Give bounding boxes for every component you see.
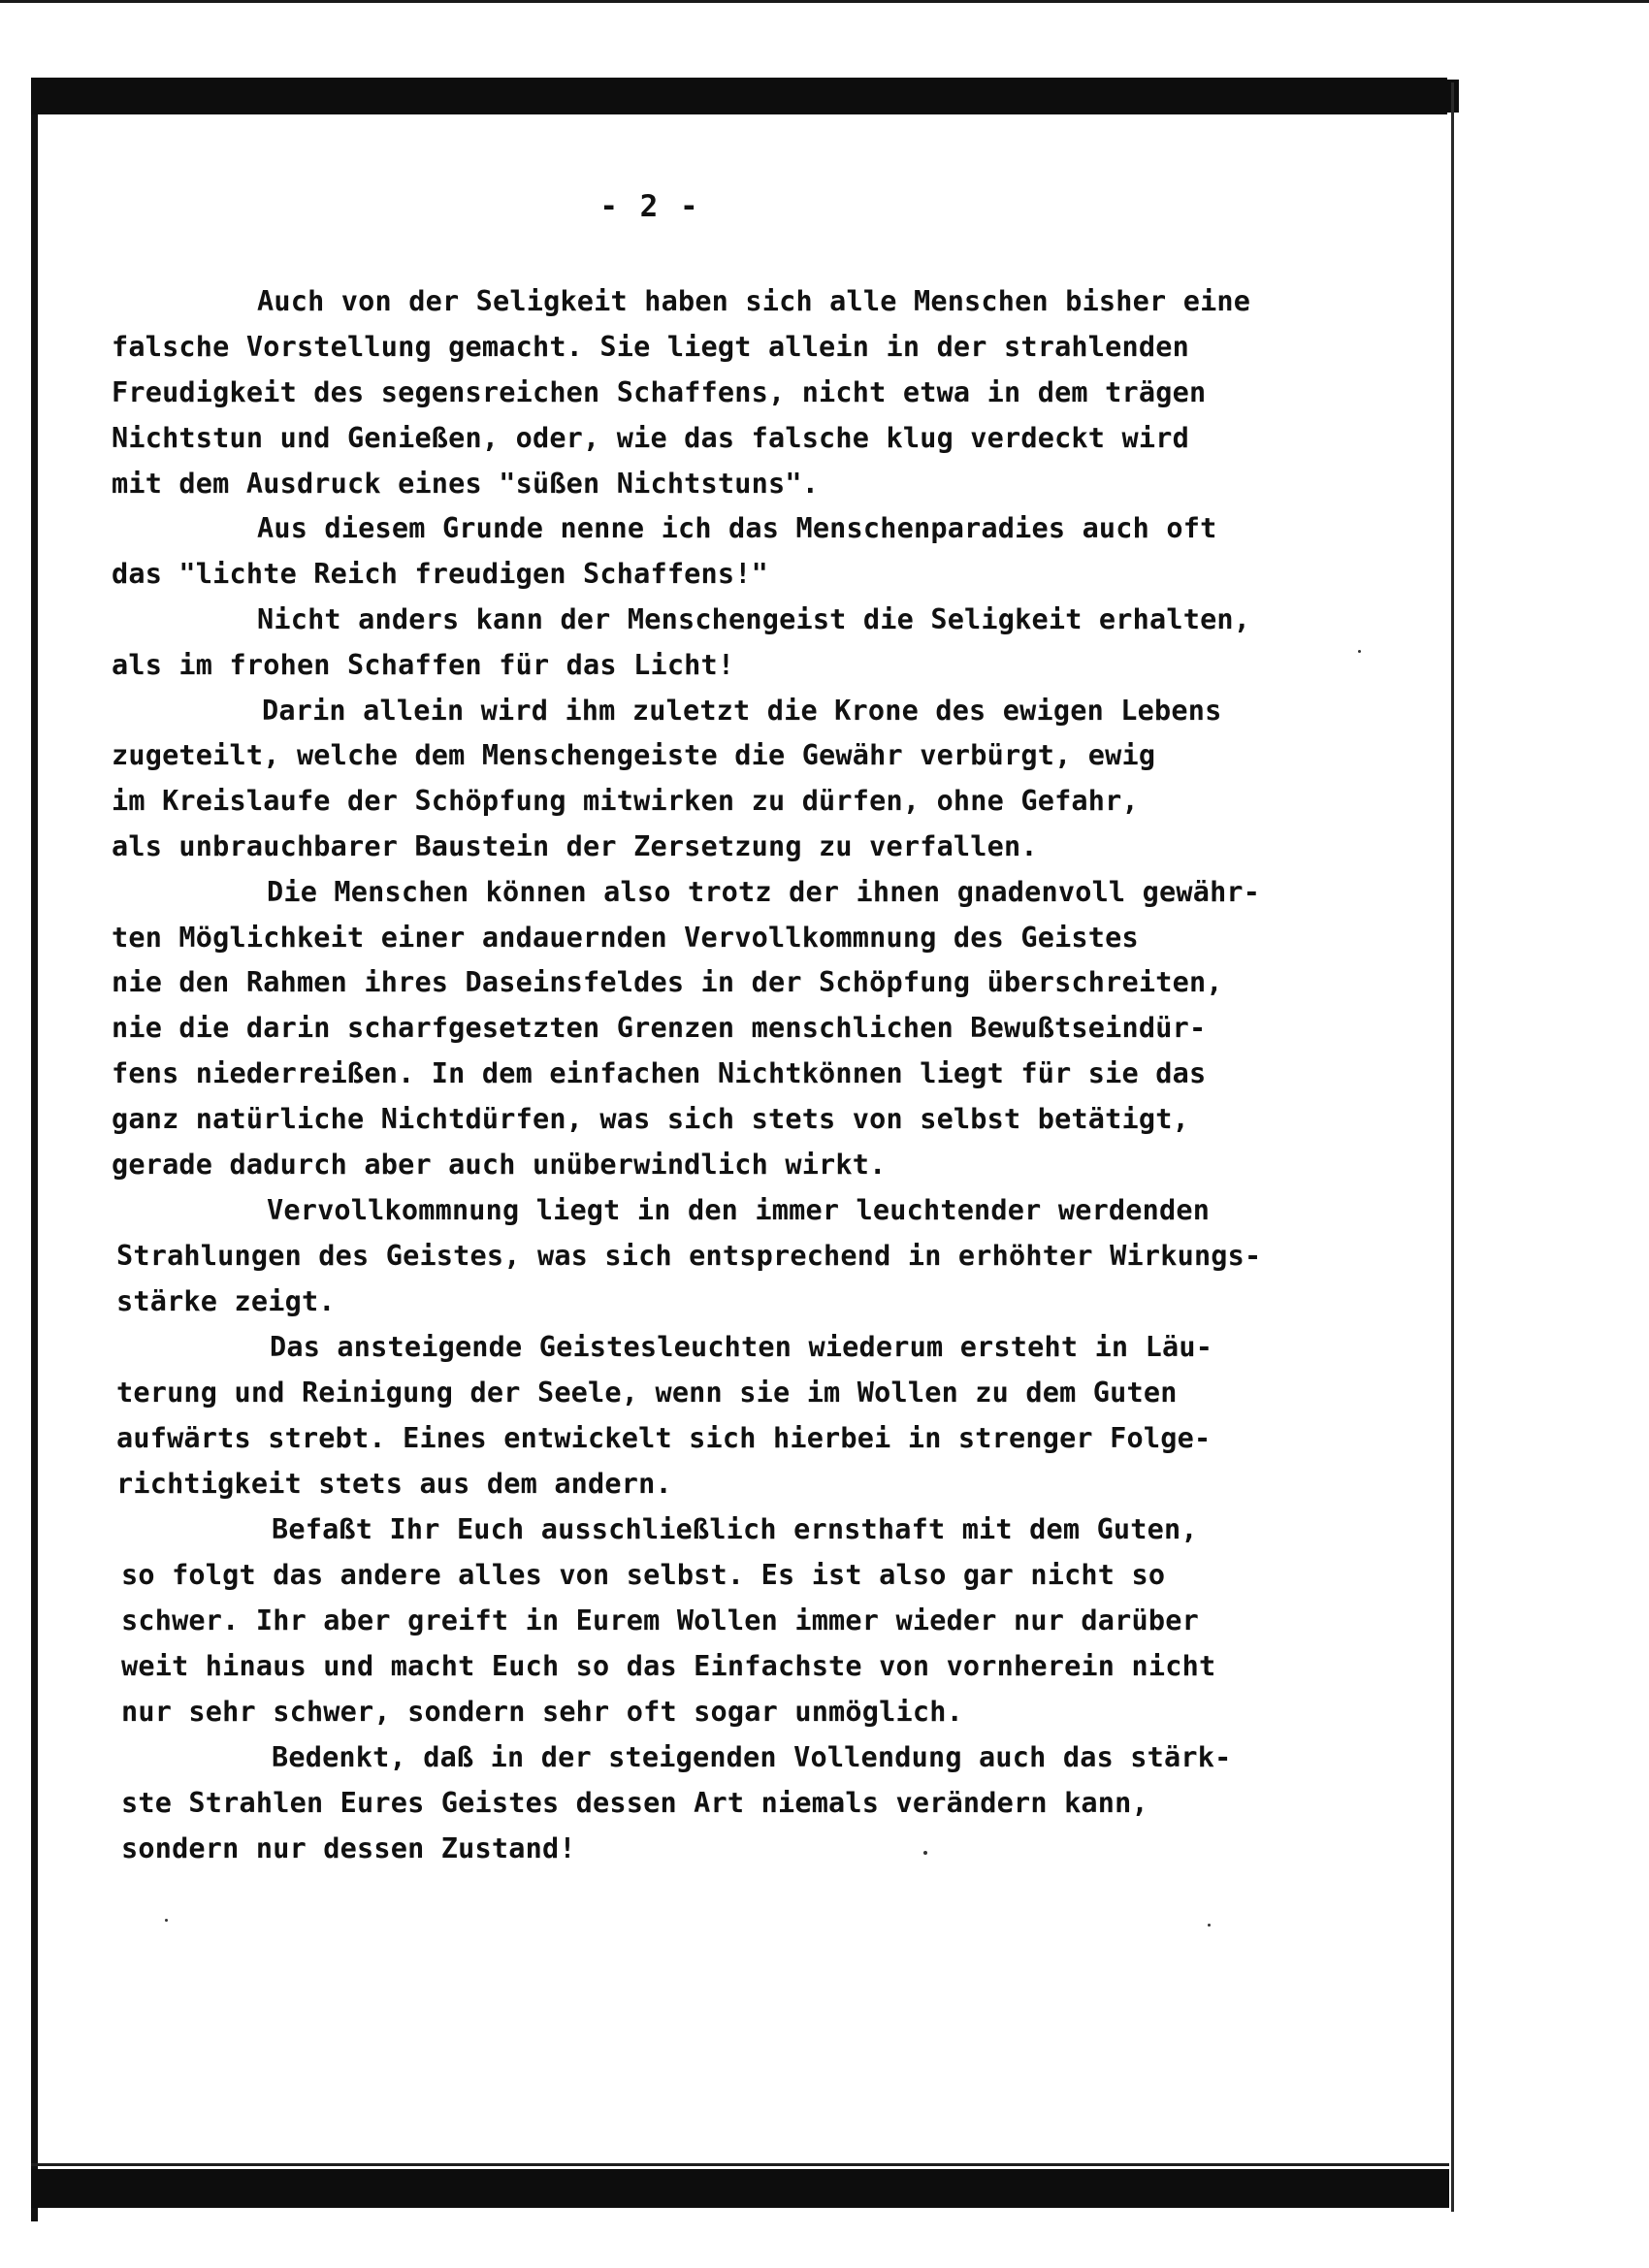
scan-top-rule	[0, 0, 1649, 3]
text-line: nie die darin scharfgesetzten Grenzen menschlichen Bewußtseindür-	[112, 1012, 1207, 1044]
text-line: ten Möglichkeit einer andauernden Vervollkommnung des Geistes	[112, 922, 1139, 954]
text-line: nie den Rahmen ihres Daseinsfeldes in der Schöpfung überschreiten,	[112, 966, 1223, 998]
text-line: das "lichte Reich freudigen Schaffens!"	[112, 558, 768, 590]
text-line: falsche Vorstellung gemacht. Sie liegt allein in der strahlenden	[112, 331, 1189, 363]
text-line: Die Menschen können also trotz der ihnen gnadenvoll gewähr-	[267, 876, 1261, 908]
text-line: Nicht anders kann der Menschengeist die Seligkeit erhalten,	[257, 603, 1251, 635]
text-line: stärke zeigt.	[116, 1285, 336, 1317]
scan-speck	[923, 1851, 927, 1855]
text-line: so folgt das andere alles von selbst. Es ist also gar nicht so	[121, 1559, 1166, 1591]
text-line: fens niederreißen. In dem einfachen Nichtkönnen liegt für sie das	[112, 1057, 1207, 1089]
text-line: Darin allein wird ihm zuletzt die Krone des ewigen Lebens	[262, 695, 1222, 727]
text-line: Vervollkommnung liegt in den immer leuchtender werdenden	[267, 1194, 1211, 1226]
text-line: als unbrauchbarer Baustein der Zersetzung zu verfallen.	[112, 830, 1038, 862]
text-line: Auch von der Seligkeit haben sich alle Menschen bisher eine	[257, 285, 1251, 317]
scan-bottom-border	[31, 2169, 1449, 2208]
text-line: richtigkeit stets aus dem andern.	[116, 1468, 672, 1500]
scan-speck	[1208, 1924, 1211, 1927]
scan-top-border	[31, 78, 1447, 114]
text-line: Aus diesem Grunde nenne ich das Menschenparadies auch oft	[257, 512, 1217, 544]
scan-right-border	[1451, 82, 1454, 2212]
text-line: terung und Reinigung der Seele, wenn sie im Wollen zu dem Guten	[116, 1377, 1178, 1409]
scan-speck	[165, 1919, 168, 1922]
text-line: aufwärts strebt. Eines entwickelt sich hierbei in strenger Folge-	[116, 1422, 1212, 1454]
text-line: ganz natürliche Nichtdürfen, was sich stets von selbst betätigt,	[112, 1103, 1189, 1135]
text-line: zugeteilt, welche dem Menschengeiste die Gewähr verbürgt, ewig	[112, 739, 1156, 771]
text-line: im Kreislaufe der Schöpfung mitwirken zu dürfen, ohne Gefahr,	[112, 785, 1139, 817]
text-line: sondern nur dessen Zustand!	[121, 1832, 576, 1864]
text-line: Das ansteigende Geistesleuchten wiederum ersteht in Läu-	[270, 1331, 1213, 1363]
text-line: ste Strahlen Eures Geistes dessen Art niemals verändern kann,	[121, 1787, 1148, 1819]
text-line: weit hinaus und macht Euch so das Einfachste von vornherein nicht	[121, 1650, 1216, 1682]
text-line: nur sehr schwer, sondern sehr oft sogar unmöglich.	[121, 1696, 963, 1728]
text-line: gerade dadurch aber auch unüberwindlich wirkt.	[112, 1149, 887, 1181]
text-line: schwer. Ihr aber greift in Eurem Wollen immer wieder nur darüber	[121, 1604, 1199, 1636]
scan-speck	[1358, 650, 1361, 653]
text-line: Bedenkt, daß in der steigenden Vollendung auch das stärk-	[272, 1741, 1232, 1773]
text-line: Nichtstun und Genießen, oder, wie das falsche klug verdeckt wird	[112, 422, 1189, 454]
page-number: - 2 -	[599, 189, 700, 224]
text-line: als im frohen Schaffen für das Licht!	[112, 649, 735, 681]
text-line: Freudigkeit des segensreichen Schaffens, nicht etwa in dem trägen	[112, 376, 1207, 408]
text-line: Befaßt Ihr Euch ausschließlich ernsthaft mit dem Guten,	[272, 1513, 1198, 1545]
text-line: mit dem Ausdruck eines "süßen Nichtstuns".	[112, 468, 820, 500]
text-line: Strahlungen des Geistes, was sich entsprechend in erhöhter Wirkungs-	[116, 1240, 1262, 1272]
